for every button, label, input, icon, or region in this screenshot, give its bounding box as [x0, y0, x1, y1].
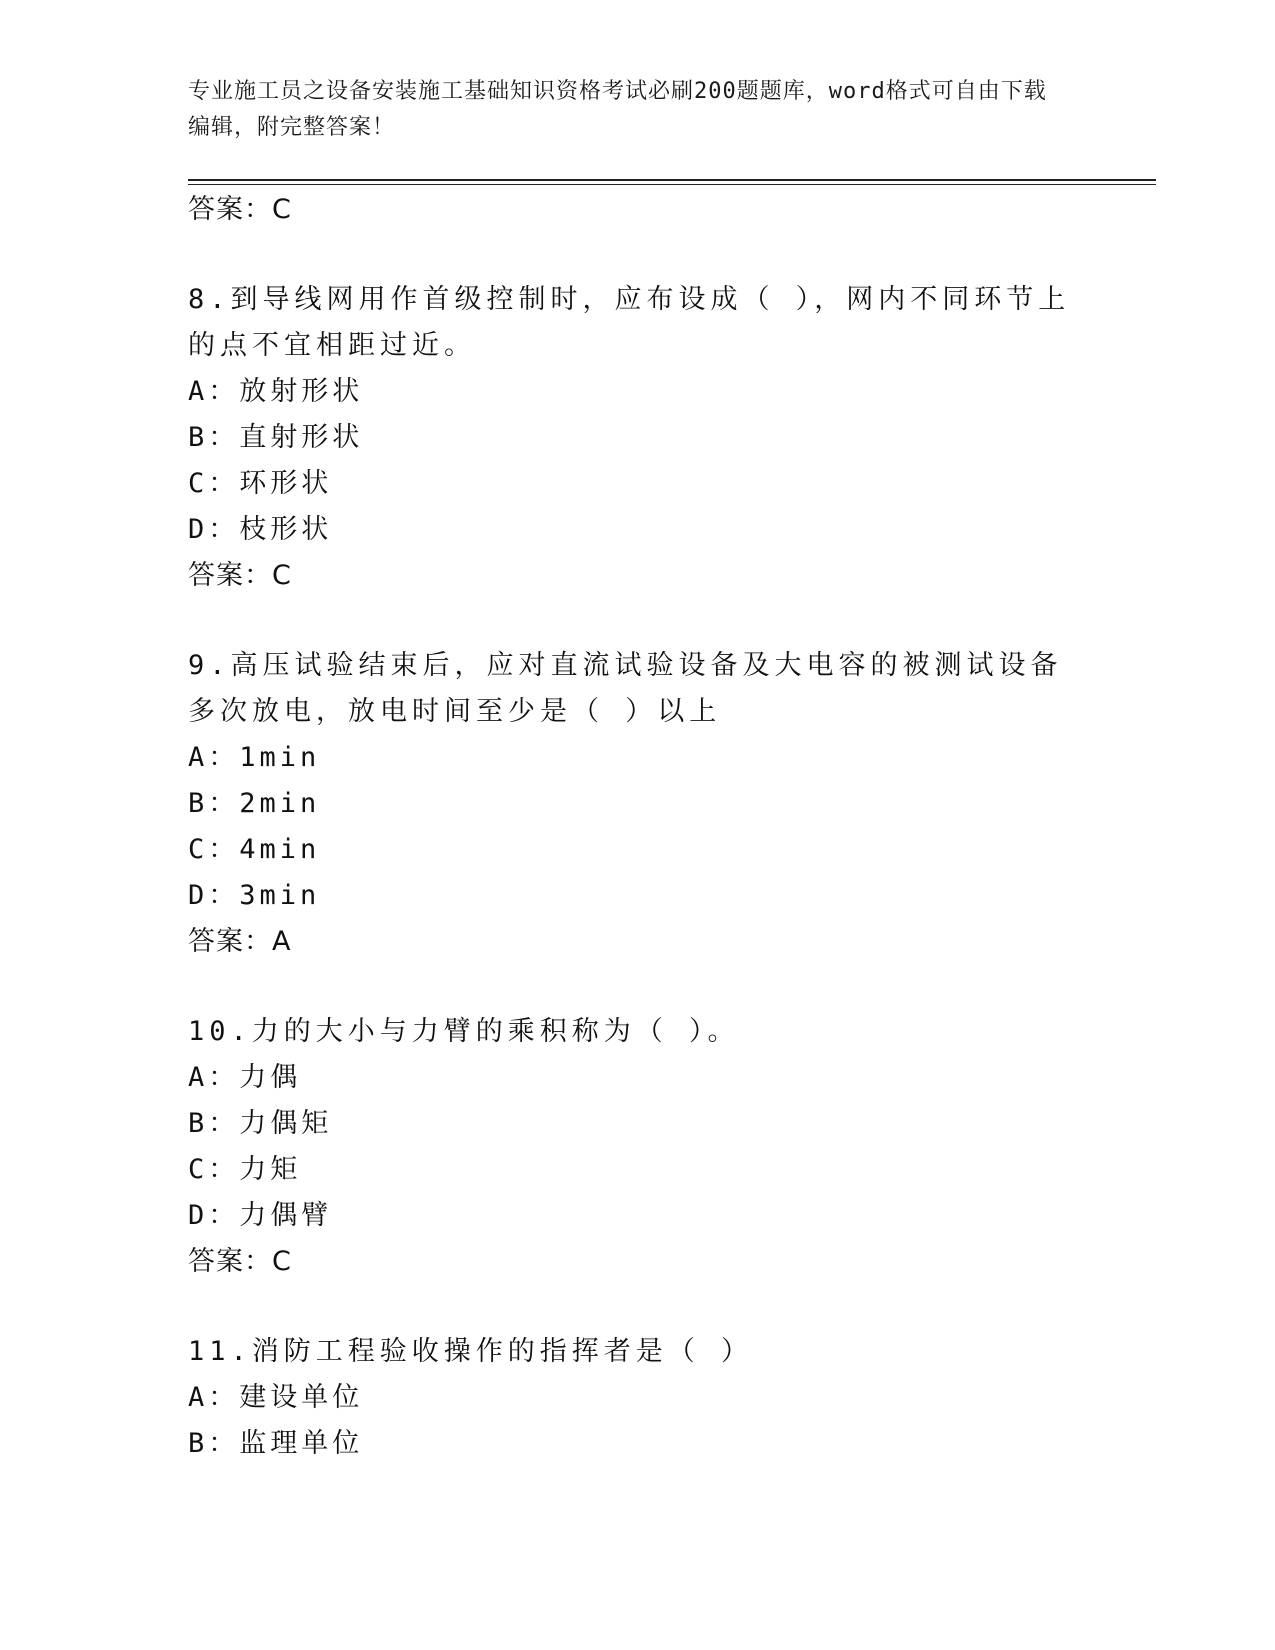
question-stem: 11.消防工程验收操作的指挥者是（ ） — [188, 1336, 754, 1367]
header-divider-thin — [188, 184, 1156, 185]
option-d: D：3min — [188, 880, 321, 911]
question-11 — [188, 1329, 1088, 1467]
answer-line: 答案：C — [188, 194, 292, 225]
option-a: A：1min — [188, 742, 321, 773]
question-list — [188, 187, 1088, 1511]
option-a: A：放射形状 — [188, 376, 364, 407]
option-b: B：监理单位 — [188, 1428, 364, 1459]
answer-line: 答案：C — [188, 1246, 292, 1277]
option-d: D：枝形状 — [188, 514, 333, 545]
option-b: B：2min — [188, 788, 321, 819]
option-b: B：力偶矩 — [188, 1108, 333, 1139]
document-header: 专业施工员之设备安装施工基础知识资格考试必刷200题题库，word格式可自由下载编辑，附完整答案！ — [188, 79, 1047, 140]
question-stem: 8.到导线网用作首级控制时，应布设成（ ），网内不同环节上的点不宜相距过近。 — [188, 284, 1071, 361]
question-stem: 9.高压试验结束后，应对直流试验设备及大电容的被测试设备多次放电，放电时间至少是（ ）以上 — [188, 650, 1063, 727]
option-d: D：力偶臂 — [188, 1200, 333, 1231]
answer-line: 答案：C — [188, 560, 292, 591]
option-a: A：力偶 — [188, 1062, 302, 1093]
header-divider — [188, 179, 1156, 181]
answer-line: 答案：A — [188, 926, 292, 957]
question-8 — [188, 277, 1088, 599]
option-a: A：建设单位 — [188, 1382, 364, 1413]
option-b: B：直射形状 — [188, 422, 364, 453]
option-c: C：力矩 — [188, 1154, 302, 1185]
option-c: C：环形状 — [188, 468, 333, 499]
question-10 — [188, 1009, 1088, 1285]
question-9 — [188, 643, 1088, 965]
option-c: C：4min — [188, 834, 321, 865]
question-stem: 10.力的大小与力臂的乘积称为（ ）。 — [188, 1016, 740, 1047]
